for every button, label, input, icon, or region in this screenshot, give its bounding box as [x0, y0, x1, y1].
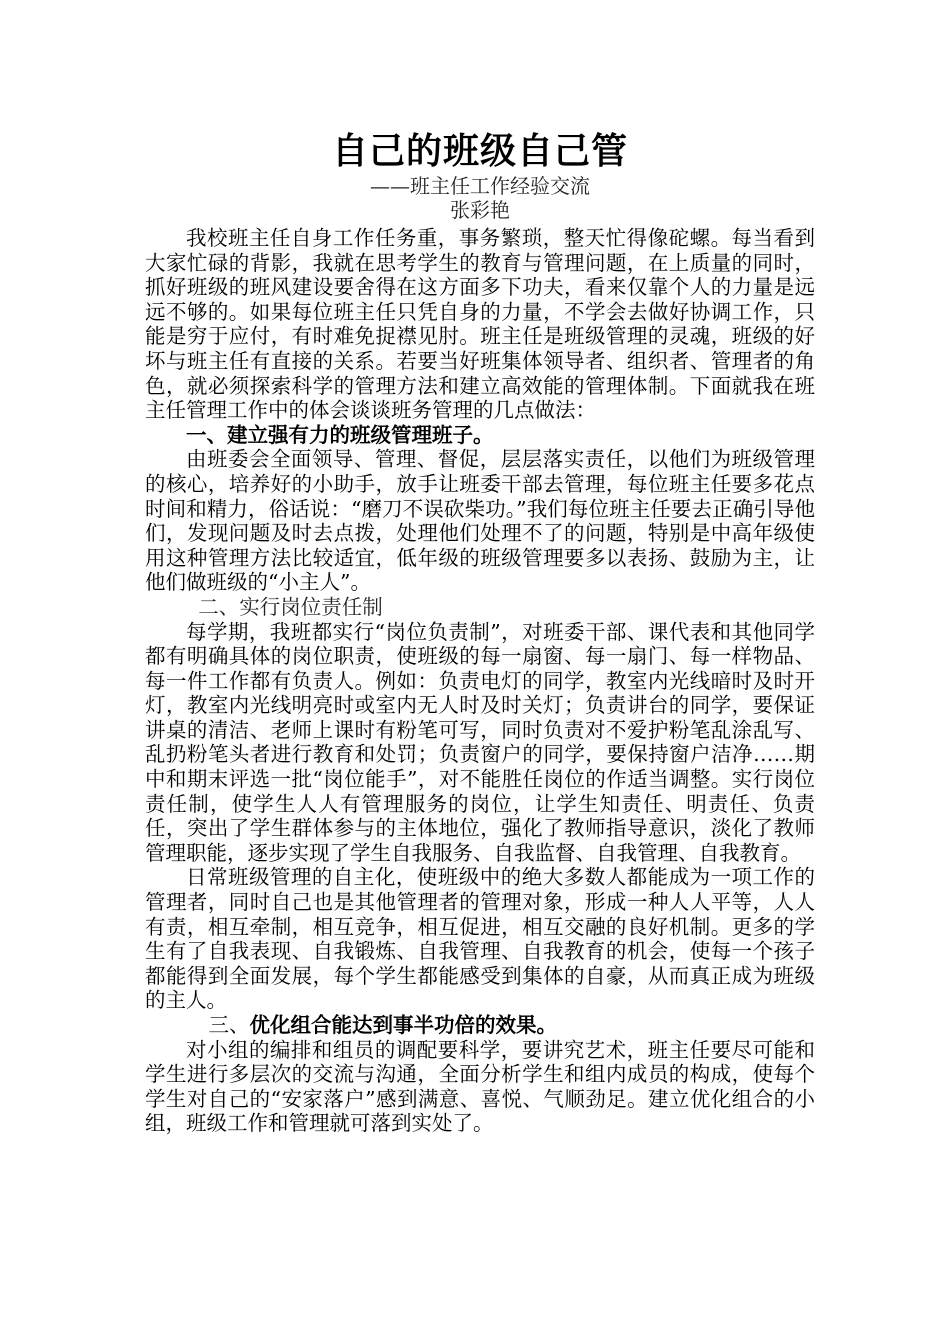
document-page: [145, 128, 815, 1136]
section-3-heading: [145, 1013, 815, 1038]
section-1-heading: 一、建立强有力的班级管理班子。: [186, 422, 494, 447]
section-3-heading-number: 三、: [208, 1013, 250, 1037]
document-author: 张彩艳: [450, 198, 510, 222]
document-subtitle: ——班主任工作经验交流: [370, 174, 590, 198]
section-3-heading-text: 优化组合能达到事半功倍的效果。: [249, 1013, 558, 1037]
intro-paragraph: 我校班主任自身工作任务重，事务繁琐，整天忙得像砣螺。每当看到大家忙碌的背影，我就在思考学生的教育与管理问题，在上质量的同时，抓好班级的班风建设要舍得在这方面多下功夫，看来仅靠个人的力量是远远不够的。如果每位班主任只凭自身的力量，不学会去做好协调工作，只能是穷于应付，有时难免捉襟见肘。班主任是班级管理的灵魂，班级的好坏与班主任有直接的关系。若要当好班集体领导者、组织者、管理者的角色，就必须探索科学的管理方法和建立高效能的管理体制。下面就我在班主任管理工作中的体会谈谈班务管理的几点做法：: [145, 226, 815, 423]
document-title: 自己的班级自己管: [331, 130, 628, 172]
section-2-heading: 二、实行岗位责任制: [198, 594, 383, 619]
section-2-paragraph-1: 每学期，我班都实行“岗位负责制”，对班委干部、课代表和其他同学都有明确具体的岗位职责，使班级的每一扇窗、每一扇门、每一样物品、每一件工作都有负责人。例如：负责电灯的同学，教室内光线暗时及时开灯，教室内光线明亮时或室内无人时及时关灯；负责讲台的同学，要保证讲桌的清洁、老师上课时有粉笔可写，同时负责对不爱护粉笔乱涂乱写、乱扔粉笔头者进行教育和处罚；负责窗户的同学，要保持窗户洁净……期中和期末评选一批“岗位能手”，对不能胜任岗位的作适当调整。实行岗位责任制，使学生人人有管理服务的岗位，让学生知责任、明责任、负责任，突出了学生群体参与的主体地位，强化了教师指导意识，淡化了教师管理职能，逐步实现了学生自我服务、自我监督、自我管理、自我教育。: [145, 619, 815, 865]
section-1-paragraph: 由班委会全面领导、管理、督促，层层落实责任，以他们为班级管理的核心，培养好的小助手，放手让班委干部去管理，每位班主任要多花点时间和精力，俗话说：“磨刀不误砍柴功。”我们每位班主任要去正确引导他们，发现问题及时去点拨，处理他们处理不了的问题，特别是中高年级使用这种管理方法比较适宜，低年级的班级管理要多以表扬、鼓励为主，让他们做班级的“小主人”。: [145, 447, 815, 595]
section-2-paragraph-2: 日常班级管理的自主化，使班级中的绝大多数人都能成为一项工作的管理者，同时自己也是其他管理者的管理对象，形成一种人人平等，人人有责，相互牵制，相互竞争，相互促进，相互交融的良好机制。更多的学生有了自我表现、自我锻炼、自我管理、自我教育的机会，使每一个孩子都能得到全面发展，每个学生都能感受到集体的自豪，从而真正成为班级的主人。: [145, 865, 815, 1013]
section-3-paragraph: 对小组的编排和组员的调配要科学，要讲究艺术，班主任要尽可能和学生进行多层次的交流与沟通，全面分析学生和组内成员的构成，使每个学生对自己的“安家落户”感到满意、喜悦、气顺劲足。建立优化组合的小组，班级工作和管理就可落到实处了。: [145, 1037, 815, 1136]
